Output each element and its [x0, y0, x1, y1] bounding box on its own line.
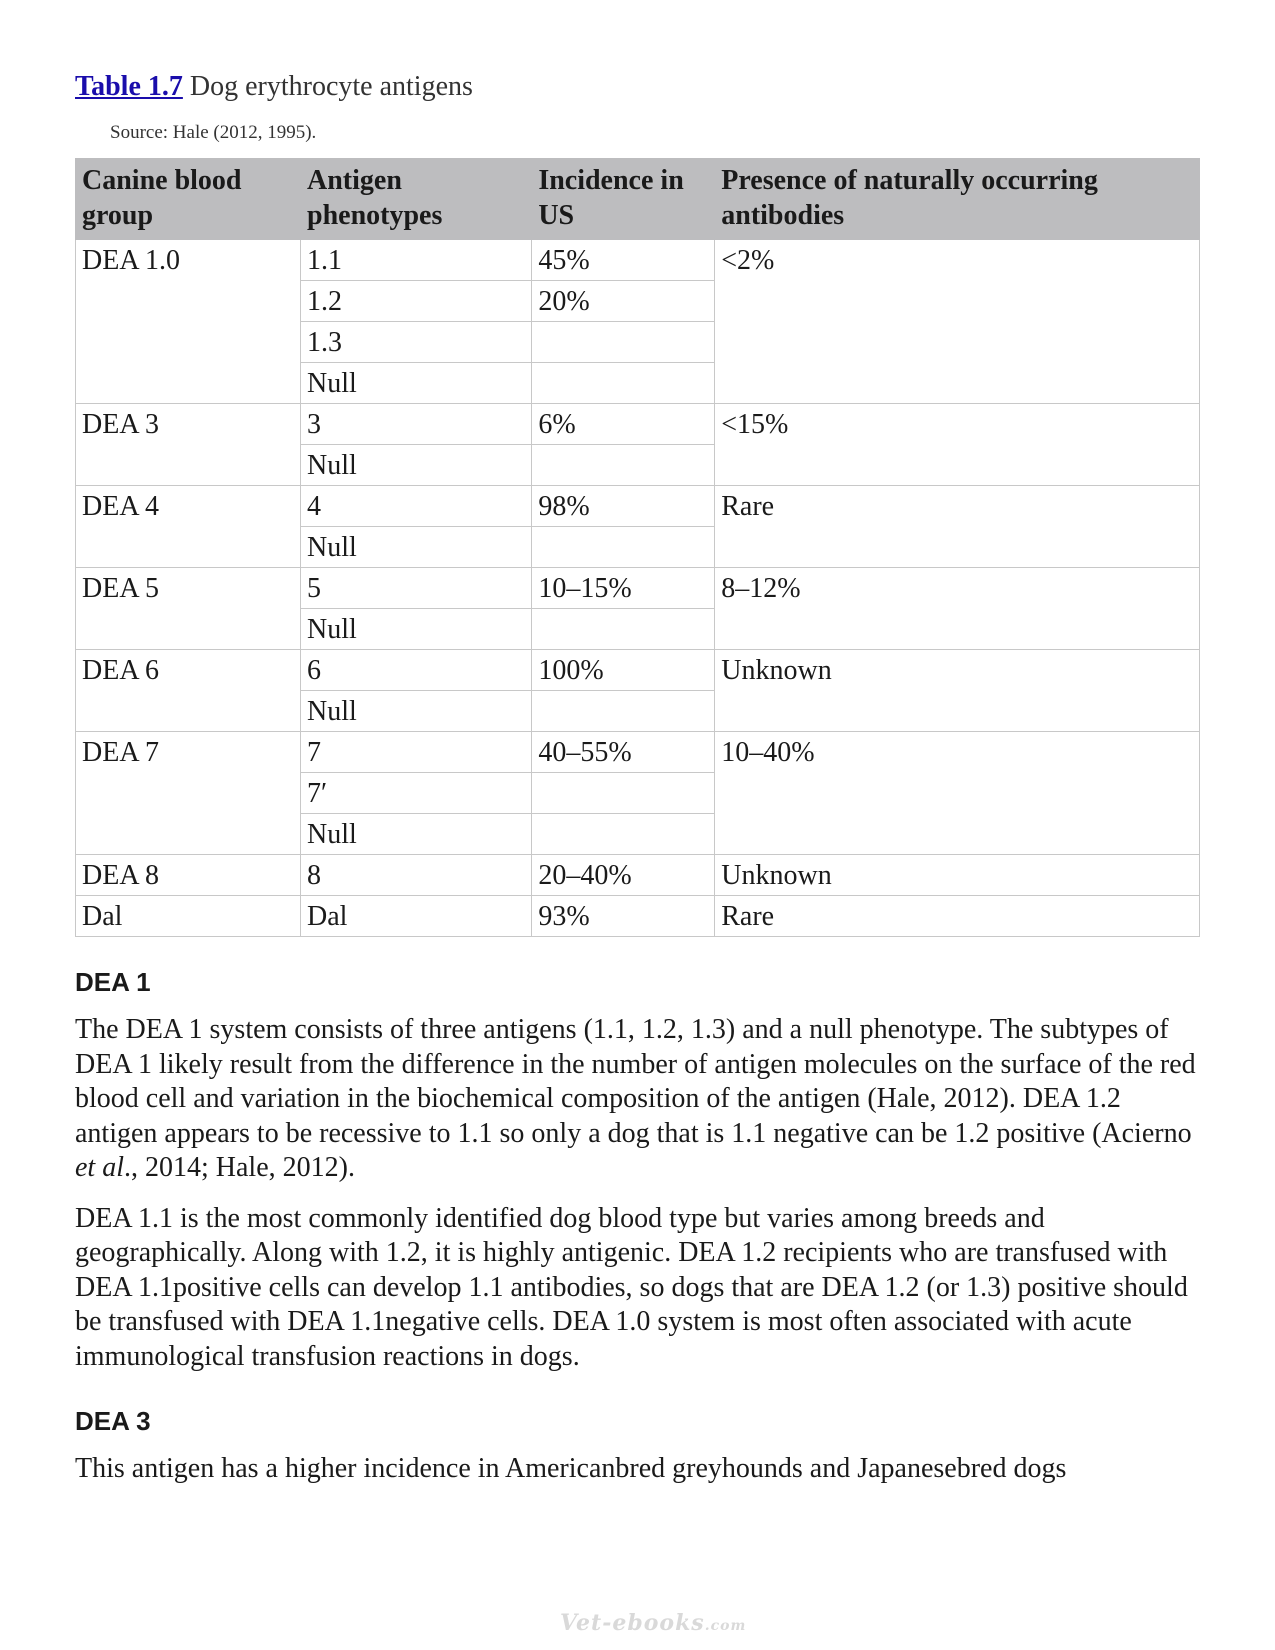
table-row	[76, 855, 1200, 896]
dea1-p1-text-end: ., 2014; Hale, 2012).	[124, 1152, 355, 1183]
cell-phenotype: Null	[301, 691, 532, 732]
cell-incidence: 93%	[532, 896, 715, 937]
cell-phenotype: 1.1	[301, 240, 532, 281]
cell-antibodies: 10–40%	[715, 732, 1200, 855]
dea1-p1-text: The DEA 1 system consists of three antigens (1.1, 1.2, 1.3) and a null phenotype. The subtypes of DEA 1 likely result from the difference in the number of antigen molecules on the surface of the red blood cell and variation in the biochemical composition of the antigen (Hale, 2012). DEA 1.2 antigen appears to be recessive to 1.1 so only a dog that is 1.1 negative can be 1.2 positive (Acierno	[75, 1014, 1196, 1149]
cell-blood-group: DEA 7	[76, 732, 301, 855]
table-row	[76, 650, 1200, 691]
cell-incidence: 45%	[532, 240, 715, 281]
table-row	[76, 404, 1200, 445]
dea-table	[75, 158, 1200, 937]
cell-incidence: 6%	[532, 404, 715, 445]
table-caption	[75, 70, 1200, 104]
cell-incidence	[532, 773, 715, 814]
table-row	[76, 732, 1200, 773]
cell-incidence: 10–15%	[532, 568, 715, 609]
cell-phenotype: 1.3	[301, 322, 532, 363]
table-source: Source: Hale (2012, 1995).	[110, 122, 317, 143]
dea1-paragraph-1	[75, 1013, 1200, 1186]
cell-antibodies: Unknown	[715, 855, 1200, 896]
cell-phenotype: Null	[301, 609, 532, 650]
page-content	[75, 70, 1200, 1487]
cell-incidence	[532, 814, 715, 855]
cell-incidence: 100%	[532, 650, 715, 691]
header-incidence: Incidence in US	[532, 159, 715, 240]
cell-phenotype: 8	[301, 855, 532, 896]
cell-incidence: 20%	[532, 281, 715, 322]
table-row	[76, 568, 1200, 609]
cell-antibodies: Unknown	[715, 650, 1200, 732]
cell-blood-group: DEA 6	[76, 650, 301, 732]
table-header-row	[76, 159, 1200, 240]
header-antibodies: Presence of naturally occurring antibodies	[715, 159, 1200, 240]
cell-phenotype: 7	[301, 732, 532, 773]
cell-phenotype: 5	[301, 568, 532, 609]
watermark-text: Vet-ebooks	[560, 1610, 705, 1636]
header-blood-group: Canine blood group	[76, 159, 301, 240]
table-row	[76, 240, 1200, 281]
dea1-p1-italic: et al	[75, 1152, 124, 1183]
dea3-paragraph-1: This antigen has a higher incidence in Americanbred greyhounds and Japanesebred dogs	[75, 1453, 1067, 1484]
cell-phenotype: Null	[301, 814, 532, 855]
cell-phenotype: 7′	[301, 773, 532, 814]
cell-incidence: 98%	[532, 486, 715, 527]
cell-incidence	[532, 691, 715, 732]
cell-blood-group: DEA 8	[76, 855, 301, 896]
header-antigen-phenotypes: Antigen phenotypes	[301, 159, 532, 240]
cell-incidence	[532, 527, 715, 568]
cell-incidence	[532, 363, 715, 404]
cell-blood-group: DEA 1.0	[76, 240, 301, 404]
table-body	[76, 240, 1200, 937]
cell-antibodies: Rare	[715, 896, 1200, 937]
cell-antibodies: <2%	[715, 240, 1200, 404]
cell-blood-group: DEA 5	[76, 568, 301, 650]
cell-blood-group: DEA 4	[76, 486, 301, 568]
cell-blood-group: DEA 3	[76, 404, 301, 486]
cell-incidence: 20–40%	[532, 855, 715, 896]
cell-blood-group: Dal	[76, 896, 301, 937]
cell-phenotype: 1.2	[301, 281, 532, 322]
watermark-logo	[560, 1610, 746, 1636]
cell-incidence	[532, 322, 715, 363]
dea1-paragraph-2: DEA 1.1 is the most commonly identified dog blood type but varies among breeds and geographically. Along with 1.2, it is highly antigenic. DEA 1.2 recipients who are transfused with DEA 1.1positive cells can develop 1.1 antibodies, so dogs that are DEA 1.2 (or 1.3) positive should be transfused with DEA 1.1negative cells. DEA 1.0 system is most often associated with acute immunological transfusion reactions in dogs.	[75, 1202, 1188, 1372]
cell-incidence: 40–55%	[532, 732, 715, 773]
cell-phenotype: Null	[301, 445, 532, 486]
cell-antibodies: <15%	[715, 404, 1200, 486]
cell-incidence	[532, 445, 715, 486]
section-heading-dea1: DEA 1	[75, 967, 151, 997]
section-heading-dea3: DEA 3	[75, 1406, 151, 1436]
table-label-link[interactable]: Table 1.7	[75, 71, 183, 102]
cell-antibodies: Rare	[715, 486, 1200, 568]
cell-incidence	[532, 609, 715, 650]
table-title: Dog erythrocyte antigens	[182, 71, 473, 102]
watermark-suffix: .com	[704, 1618, 747, 1634]
cell-phenotype: 3	[301, 404, 532, 445]
cell-phenotype: 6	[301, 650, 532, 691]
table-row	[76, 486, 1200, 527]
cell-phenotype: 4	[301, 486, 532, 527]
cell-phenotype: Dal	[301, 896, 532, 937]
cell-phenotype: Null	[301, 363, 532, 404]
table-row	[76, 896, 1200, 937]
cell-phenotype: Null	[301, 527, 532, 568]
cell-antibodies: 8–12%	[715, 568, 1200, 650]
